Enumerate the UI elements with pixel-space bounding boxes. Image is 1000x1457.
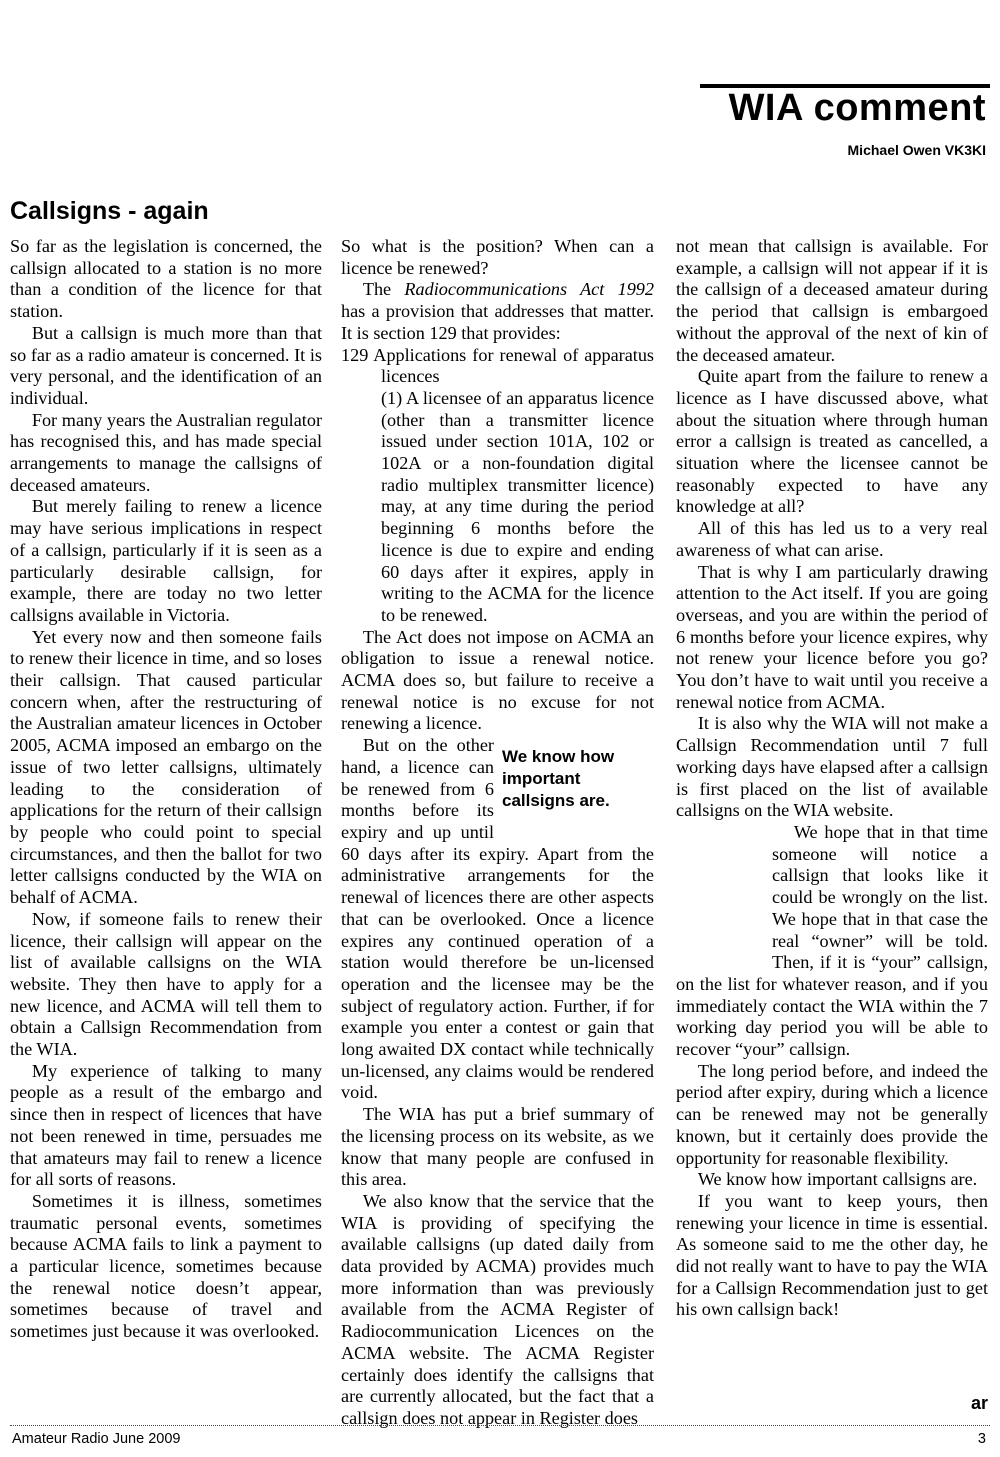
paragraph: So far as the legislation is concerned, the callsign allocated to a station is no more than a condition of the licence for that station. [10, 236, 322, 322]
paragraph: Quite apart from the failure to renew a licence as I have discussed above, what about the situation where through human error a callsign is treated as cancelled, a situation where the licensee cannot be reasonably expected to have any knowledge at all? [676, 366, 988, 517]
paragraph: Yet every now and then someone fails to renew their licence in time, and so loses their callsign. That caused particular concern when, after the restructuring of the Australian amateur licences in October 2005, ACMA imposed an embargo on the issue of two letter callsigns, ultimately leading to the consideration of applications for the return of their callsign by people who could point to special circumstances, and then the ballot for two letter callsigns conducted by the WIA on behalf of ACMA. [10, 626, 322, 908]
paragraph [341, 279, 654, 344]
paragraph: My experience of talking to many people as a result of the embargo and since then in respect of licences that have not been renewed in time, persuades me that amateurs may fail to renew a licence for all sorts of reasons. [10, 1060, 322, 1190]
section-text: (1) A licensee of an apparatus licence (other than a transmitter licence issued under section 101A, 102 or 102A or a non-foundation digital radio multiplex transmitter licence) may, at any time during the period beginning 6 months before the licence is due to expire and ending 60 days after it expires, apply in writing to the ACMA for the licence to be renewed. [381, 387, 654, 625]
paragraph: If you want to keep yours, then renewing your licence in time is essential. As someone said to me the other day, he did not really want to have to pay the WIA for a Callsign Recommendation just to get his own callsign back! [676, 1190, 988, 1320]
paragraph: We also know that the service that the WIA is providing of specifying the available callsigns (up dated daily from data provided by ACMA) provides much more information than was previously available from the ACMA Register of Radiocommunication Licences on the ACMA website. The ACMA Register certainly does identify the callsigns that are currently allocated, but the fact that a callsign does not appear in Register does [341, 1190, 654, 1428]
section-title: WIA comment [728, 87, 986, 129]
paragraph: But merely failing to renew a licence may have serious implications in respect of a callsign, particularly if it is seen as a particularly desirable callsign, for example, there are today no two letter callsigns available in Victoria. [10, 496, 322, 625]
publication-info: Amateur Radio June 2009 [12, 1431, 181, 1447]
pull-quote-gap [676, 822, 772, 960]
legislation-quote [341, 345, 654, 627]
act-title: Radiocommunications Act 1992 [404, 279, 654, 300]
page-number: 3 [977, 1431, 986, 1447]
article-title: Callsigns - again [10, 197, 209, 225]
paragraph: So what is the position? When can a licence be renewed? [341, 236, 654, 278]
paragraph: We know how important callsigns are. [697, 1169, 978, 1190]
section-heading: 129 Applications for renewal of apparatus licences [341, 344, 654, 387]
text-span: We hope that in that time someone will notice a callsign that looks like it could be wrongly on the list. We hope that in that case the real “owner” will be told. Then, if it is “your” callsign, on the list for whatever reason, and if you immediately contact the WIA within the 7 working day period you will be able to recover “your” callsign. [676, 821, 988, 1060]
column-2 [341, 236, 654, 1430]
footer-rule [10, 1425, 990, 1426]
paragraph [341, 735, 654, 1104]
paragraph: not mean that callsign is available. For example, a callsign will not appear if it is the callsign of a deceased amateur during the period that callsign is embargoed without the approval of the next of kin of the deceased amateur. [676, 236, 988, 365]
text-span: The [362, 279, 405, 300]
paragraph: Now, if someone fails to renew their licence, their callsign will appear on the list of available callsigns on the WIA website. They then have to apply for a new licence, and ACMA will tell them to obtain a Callsign Recommendation from the WIA. [10, 908, 322, 1060]
column-3 [676, 236, 988, 1321]
paragraph [676, 822, 988, 1061]
paragraph: The WIA has put a brief summary of the licensing process on its website, as we know that many people are confused in this area. [341, 1104, 654, 1190]
pull-quote: We know how important callsigns are. [502, 747, 615, 811]
paragraph: But a callsign is much more than that so far as a radio amateur is concerned. It is very personal, and the identification of an individual. [10, 322, 322, 408]
author-byline: Michael Owen VK3KI [847, 142, 986, 158]
paragraph: The long period before, and indeed the period after expiry, during which a licence can be renewed may not be generally known, but it certainly does provide the opportunity for reasonable flexibility. [676, 1060, 988, 1168]
paragraph: For many years the Australian regulator has recognised this, and has made special arrangements to manage the callsigns of deceased amateurs. [10, 409, 322, 495]
column-1 [10, 236, 322, 1343]
paragraph: Sometimes it is illness, sometimes traumatic personal events, sometimes because ACMA fails to link a payment to a particular licence, sometimes because the renewal notice doesn’t appear, sometimes because of travel and sometimes just because it was overlooked. [10, 1190, 322, 1342]
end-mark: ar [970, 1393, 988, 1413]
paragraph: It is also why the WIA will not make a Callsign Recommendation until 7 full working days have elapsed after a callsign is first placed on the list of available callsigns on the WIA website. [676, 713, 988, 821]
text-span: has a provision that addresses that matter. It is section 129 that provides: [341, 301, 654, 343]
paragraph: That is why I am particularly drawing attention to the Act itself. If you are going overseas, and you are within the period of 6 months before your licence expires, why not renew your licence before you go? You don’t have to wait until you receive a renewal notice from ACMA. [676, 561, 988, 712]
paragraph: The Act does not impose on ACMA an obligation to issue a renewal notice. ACMA does so, but failure to receive a renewal notice is no excuse for not renewing a licence. [341, 626, 654, 734]
paragraph: All of this has led us to a very real awareness of what can arise. [676, 518, 988, 560]
text-span: But on the other hand, a licence can be renewed from 6 months before its expiry and up until 60 days after its expiry. Apart from the administrative arrangements for the renewal of licences there are other aspects that can be overlooked. Once a licence expires any continued operation of a station would therefore be un-licensed operation and the licensee may be the subject of regulatory action. Further, if for example you enter a contest or gain that long awaited DX contact while technically un-licensed, any claims would be rendered void. [341, 735, 654, 1103]
